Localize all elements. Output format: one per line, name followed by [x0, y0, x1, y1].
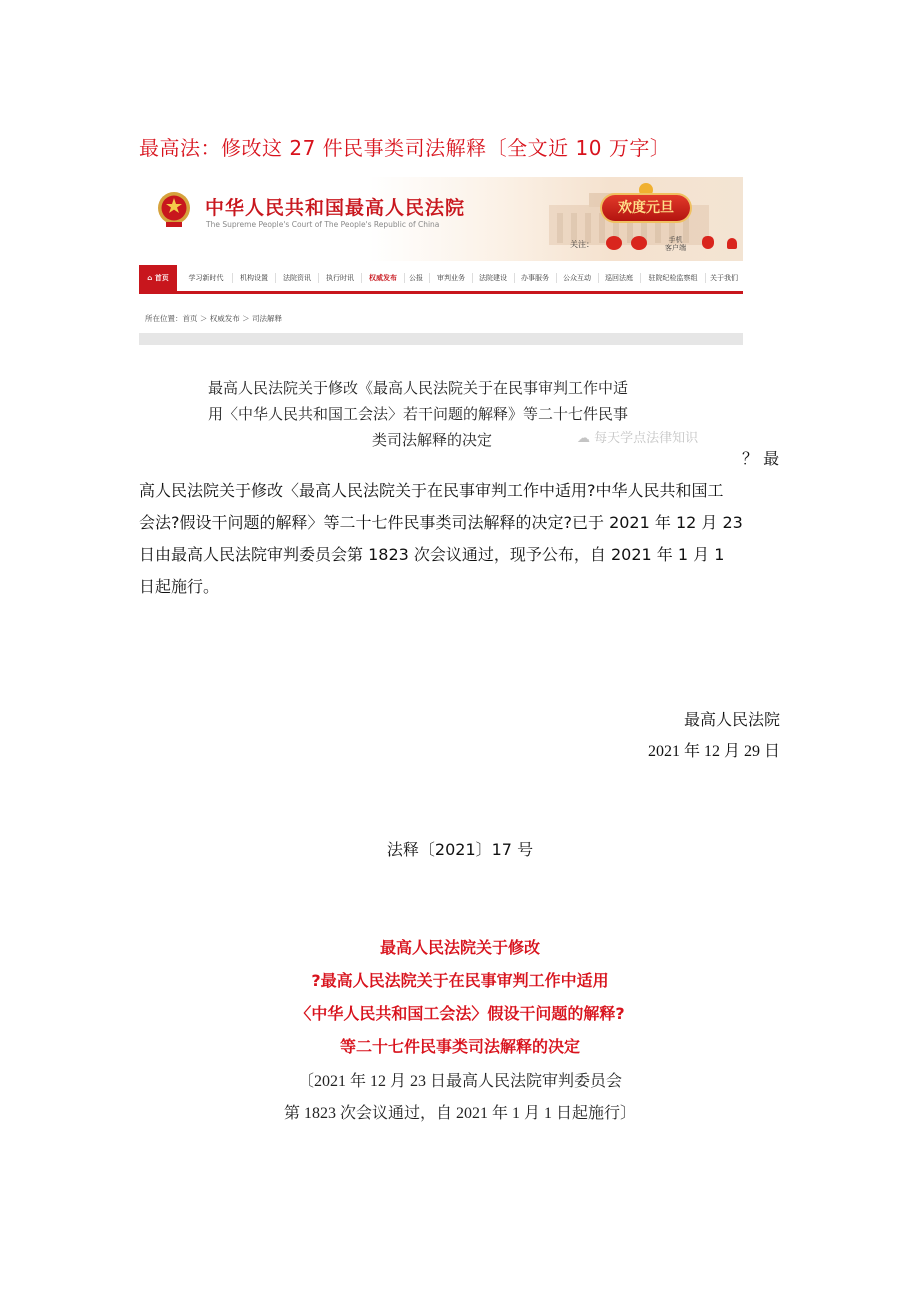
court-name-en: The Supreme People's Court of The People's Republic of China	[206, 220, 440, 229]
article-title: 最高法：修改这 27 件民事类司法解释〔全文近 10 万字〕	[139, 136, 671, 160]
red-title-line: 最高人民法院关于修改	[379, 938, 540, 957]
red-title-line: 〈中华人民共和国工会法〉假设干问题的解释?	[295, 1004, 625, 1023]
follow-label: 关注：	[570, 240, 594, 249]
nav-item-interaction[interactable]: 公众互动	[563, 274, 591, 282]
wechat-watermark	[577, 427, 698, 446]
body-line: 日由最高人民法院审判委员会第 1823 次会议通过，现予公布，自 2021 年 1 月 1	[139, 545, 725, 564]
national-emblem-icon	[156, 190, 192, 228]
home-icon: ⌂	[147, 274, 153, 282]
nav-item-release[interactable]: 权威发布	[369, 274, 397, 282]
nav-item-structure[interactable]: 机构设置	[240, 274, 268, 282]
nav-item-construction[interactable]: 法院建设	[479, 274, 507, 282]
doc-title-line: 类司法解释的决定	[372, 431, 493, 449]
body-lead: ？ 最	[742, 449, 780, 468]
divider-bar	[139, 333, 743, 345]
nav-item-supervision[interactable]: 驻院纪检监察组	[648, 274, 698, 282]
signature-org: 最高人民法院	[683, 710, 780, 729]
nav-label: 首页	[154, 274, 169, 282]
court-website-screenshot	[139, 177, 743, 345]
red-title-line: 等二十七件民事类司法解释的决定	[339, 1037, 580, 1056]
nav-item-gazette[interactable]: 公报	[409, 274, 423, 282]
breadcrumb: 所在位置：首页 ＞ 权威发布 ＞ 司法解释	[145, 314, 283, 323]
body-line: 高人民法院关于修改〈最高人民法院关于在民事审判工作中适用?中华人民共和国工	[139, 481, 724, 500]
android-icon[interactable]	[727, 238, 737, 249]
nav-item-service[interactable]: 办事服务	[521, 274, 549, 282]
red-title-line: ?最高人民法院关于在民事审判工作中适用	[311, 971, 609, 990]
body-line: 会法?假设干问题的解释〉等二十七件民事类司法解释的决定?已于 2021 年 12 月 23	[139, 513, 743, 532]
wechat-icon: ☁	[577, 431, 590, 446]
nav-divider	[514, 273, 515, 283]
nav-divider	[275, 273, 276, 283]
nav-item-about[interactable]: 关于我们	[710, 274, 738, 282]
mobile-client-link[interactable]	[665, 236, 686, 252]
nav-item-trial[interactable]: 审判业务	[437, 274, 465, 282]
wechat-icon[interactable]	[631, 236, 647, 250]
nav-divider	[598, 273, 599, 283]
nav-item-study[interactable]: 学习新时代	[188, 274, 224, 282]
doc-title-line: 最高人民法院关于修改《最高人民法院关于在民事审判工作中适	[208, 379, 629, 397]
nav-divider	[232, 273, 233, 283]
court-name-cn: 中华人民共和国最高人民法院	[205, 197, 466, 219]
watermark-text: 每天学点法律知识	[594, 431, 699, 446]
nav-divider	[361, 273, 362, 283]
nav-item-home[interactable]	[139, 265, 177, 291]
nav-divider	[429, 273, 430, 283]
signature-date: 2021 年 12 月 29 日	[647, 743, 780, 760]
adoption-note-line: 第 1823 次会议通过，自 2021 年 1 月 1 日起施行〕	[283, 1105, 636, 1122]
nav-divider	[318, 273, 319, 283]
body-line: 日起施行。	[139, 577, 220, 596]
nav-divider	[640, 273, 641, 283]
weibo-icon[interactable]	[606, 236, 622, 250]
new-year-badge: 欢度元旦	[602, 195, 690, 221]
nav-divider	[404, 273, 405, 283]
nav-divider	[705, 273, 706, 283]
site-banner	[139, 177, 743, 261]
nav-item-circuit[interactable]: 巡回法庭	[605, 274, 633, 282]
nav-item-enforcement[interactable]: 执行时讯	[326, 274, 354, 282]
nav-item-news[interactable]: 法院资讯	[283, 274, 311, 282]
adoption-note-line: 〔2021 年 12 月 23 日最高人民法院审判委员会	[297, 1073, 622, 1090]
apple-icon[interactable]	[702, 236, 714, 249]
main-nav	[139, 265, 743, 294]
mobile-label-2: 客户端	[665, 244, 686, 252]
nav-divider	[556, 273, 557, 283]
nav-divider	[472, 273, 473, 283]
document-number: 法释〔2021〕17 号	[386, 840, 534, 859]
mobile-label-1: 手机	[668, 236, 683, 244]
doc-title-line: 用〈中华人民共和国工会法〉若干问题的解释》等二十七件民事	[208, 405, 629, 423]
